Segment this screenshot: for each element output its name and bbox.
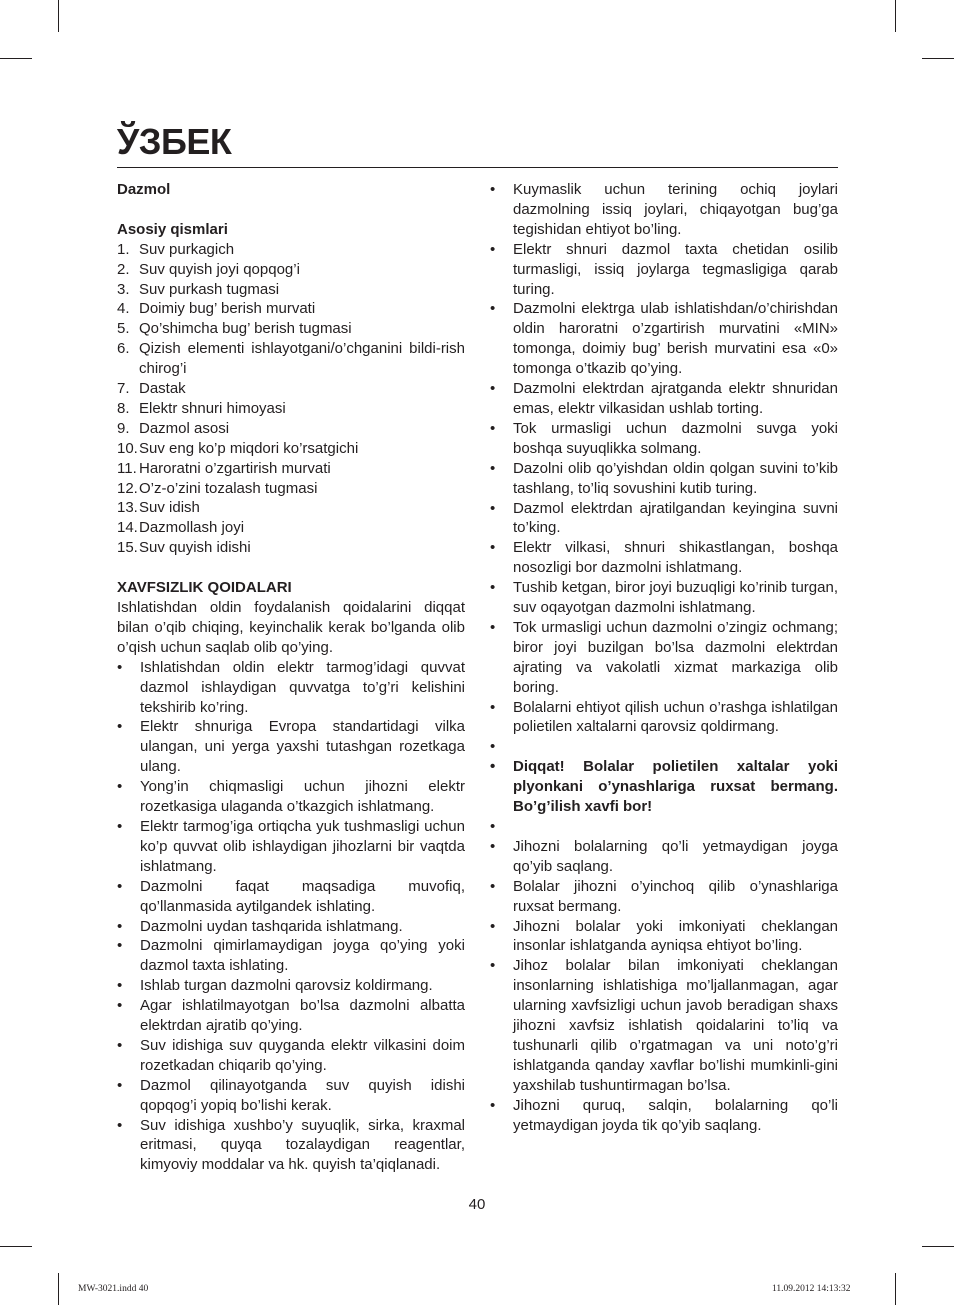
bullet: • [490,837,496,855]
bullet: • [490,957,496,975]
list-item [117,459,465,479]
item-text: Agar ishlatilmayotgan bo’lsa dazmolni albatta elektrdan ajratib qo’ying. [140,997,465,1035]
item-text [513,737,838,757]
item-text: Suv idishiga xushbo’y suyuqlik, sirka, kraxmal eritmasi, quyqa tozalaydigan reagentlar, kimyoviy moddalar va hk. quyish ta’qiqlanadi. [140,1116,465,1174]
footer-file-info: MW-3021.indd 40 [78,1284,149,1294]
item-number: 13. [117,499,138,517]
spacer [117,200,465,220]
item-text: Elektr shnuriga Evropa standartidagi vilka ulangan, uni yerga yaxshi tutashgan rozetkaga ulang. [140,718,465,776]
list-item [117,777,465,817]
item-text: Dazmolni elektrdan ajratganda elektr shnuridan emas, elektr vilkasidan ushlab torting. [513,380,838,417]
bullet: • [117,937,123,955]
bullet: • [117,718,123,736]
list-item [117,658,465,718]
list-item [490,737,838,757]
bullet: • [117,977,123,995]
list-item [117,419,465,439]
item-text: Dazmolni qimirlamaydigan joyga qo’ying yoki dazmol taxta ishlating. [140,937,465,975]
item-number: 4. [117,300,130,318]
list-item [490,459,838,499]
item-text: Dazmolni faqat maqsadiga muvofiq, qo’llanmasida aytilgandek ishlating. [140,877,465,915]
item-text: Dazmol qilinayotganda suv quyish idishi qopqog’i yopiq bo’lishi kerak. [140,1076,465,1114]
bullet: • [490,419,496,437]
item-number: 6. [117,340,130,358]
item-text: Suv purkash tugmasi [139,280,280,298]
item-text: Elektr tarmog’iga ortiqcha yuk tushmasligi uchun ko’p quvvat olib ishlaydigan jihozlarni bir vaqtda ishlatmang. [140,817,465,875]
item-text: Dazmolni elektrga ulab ishlatishdan/o’chirishdan oldin haroratni o’zgartirish murvatini «MIN» tomonga, doimiy bug’ berish murvatini esa «0» tomonga o’tkazib qo’ying. [513,300,838,378]
bullet: • [490,758,496,776]
safety-list-continued [490,180,838,1136]
item-text: Bolalar jihozni o’yinchoq qilib o’ynashlariga ruxsat bermang. [513,877,838,915]
list-item [117,339,465,379]
bullet: • [490,579,496,597]
list-item [117,299,465,319]
list-item [117,1116,465,1176]
bullet: • [490,181,496,198]
item-text: Dazmol elektrdan ajratilgandan keyingina suvni to’king. [513,499,838,537]
item-text: O’z-o’zini tozalash tugmasi [139,479,318,497]
list-item [117,518,465,538]
list-item [117,996,465,1036]
item-number: 8. [117,399,130,417]
list-item [490,538,838,578]
bullet: • [490,300,496,318]
list-item [490,817,838,837]
bullet: • [490,698,496,716]
item-text: Suv quyish joyi qopqog’i [139,260,300,278]
item-text: Suv purkagich [139,240,235,258]
item-text: Suv quyish idishi [139,539,251,557]
item-text: Qo’shimcha bug’ berish tugmasi [139,320,352,338]
item-text: Dazmollash joyi [139,519,245,537]
bullet: • [117,1036,123,1054]
item-number: 10. [117,439,138,457]
crop-mark [0,58,32,59]
bullet: • [490,1096,496,1114]
item-text: Suv idishiga suv quyganda elektr vilkasini doim rozetkadan chiqarib qo’ying. [140,1036,465,1074]
item-text: Dazmol asosi [139,419,230,437]
item-text: Tushib ketgan, biror joyi buzuqligi ko’rinib turgan, suv oqayotgan dazmolni ishlatmang. [513,579,838,617]
item-number: 14. [117,519,138,537]
page-number: 40 [468,1196,486,1213]
crop-mark [922,58,954,59]
bullet: • [117,817,123,835]
item-number: 5. [117,320,130,338]
item-text: Doimiy bug’ berish murvati [139,300,316,318]
crop-mark [895,1273,896,1305]
list-item [117,379,465,399]
product-title: Dazmol [117,181,171,198]
list-item [490,956,838,1095]
list-item [117,717,465,777]
list-item [117,399,465,419]
bullet: • [490,818,496,835]
item-text: Kuymaslik uchun terining ochiq joylari dazmolning issiq joylari, chiqayotgan bug’ga tegishidan ehtiyot bo’ling. [513,181,838,238]
page-title: ЎЗБЕК [117,121,232,162]
bullet: • [490,380,496,398]
item-text: Jihozni bolalar yoki imkoniyati cheklangan insonlar ishlatganda ayniqsa ehtiyot bo’ling. [513,917,838,955]
list-item [490,419,838,459]
item-number: 11. [117,459,137,477]
bullet: • [117,997,123,1015]
crop-mark [58,0,59,32]
safety-intro: Ishlatishdan oldin foydalanish qoidalarini diqqat bilan o’qib chiqing, keyinchalik kerak bo’lganda olib o’qish uchun saqlab olib qo’ying. [117,599,465,656]
right-column [490,180,838,1136]
item-number: 1. [117,240,130,258]
item-text: Haroratni o’zgartirish murvati [139,459,331,477]
item-text: Bolalarni ehtiyot qilish uchun o’rashga ishlatilgan polietilen xaltalarni qarovsiz qoldirmang. [513,698,838,736]
list-item [490,698,838,738]
list-item [490,499,838,539]
item-number: 15. [117,539,138,557]
item-text: Yong’in chiqmasligi uchun jihozni elektr rozetkasiga ulaganda o’tkazgich ishlatmang. [140,778,465,816]
item-number: 9. [117,419,130,437]
bullet: • [490,917,496,935]
item-number: 2. [117,260,130,278]
item-number: 7. [117,380,130,398]
list-item [117,1036,465,1076]
safety-list [117,658,465,1176]
footer-timestamp: 11.09.2012 14:13:32 [772,1284,851,1294]
item-number: 12. [117,479,138,497]
list-item [117,976,465,996]
list-item [117,538,465,558]
item-text: Tok urmasligi uchun dazmolni suvga yoki boshqa suyuqlikka solmang. [513,419,838,457]
bullet: • [117,917,123,935]
bullet: • [117,778,123,796]
bullet: • [490,738,496,756]
item-text: Elektr shnuri himoyasi [139,399,286,417]
list-item [490,917,838,957]
crop-mark [0,1246,32,1247]
safety-heading: XAVFSIZLIK QOIDALARI [117,579,292,597]
list-item [490,1096,838,1136]
item-text: Suv idish [139,499,200,517]
bullet: • [490,877,496,895]
list-item [490,299,838,379]
bullet: • [490,618,496,636]
list-item [117,498,465,518]
bullet: • [117,658,123,676]
parts-heading: Asosiy qismlari [117,220,228,238]
list-item [117,319,465,339]
item-text: Ishlab turgan dazmolni qarovsiz koldirmang. [140,977,433,995]
list-item [117,936,465,976]
item-text: Jihozni quruq, salqin, bolalarning qo’li yetmaydigan joyda tik qo’yib saqlang. [513,1096,838,1134]
list-item [117,280,465,300]
item-text: Diqqat! Bolalar polietilen xaltalar yoki plyonkani o’ynashlariga ruxsat bermang. Bo’g’ilish xavfi bor! [513,758,838,816]
list-item [490,240,838,300]
parts-list [117,240,465,559]
item-text: Elektr shnuri dazmol taxta chetidan osilib turmasligi, issiq joylarga tegmasligiga qarab turing. [513,240,838,298]
item-text: Dastak [139,380,186,398]
bullet: • [117,1116,123,1134]
list-item [490,757,838,817]
bullet: • [490,539,496,557]
list-item [117,817,465,877]
item-text: Jihoz bolalar bilan imkoniyati cheklangan insonlarning ishlatishiga mo’ljallanmagan, agar ularning xavfsizligi uchun javob beradigan shaxs jihozni xavfsiz ishlatish qoidalarini to’liq va tushunarli qilib o’rgatmagan va uni noto’g’ri ishlatganda qanday xavflar bo’lishi mumkinli-gini yaxshilab tushuntirmagan bo’lsa. [513,957,838,1094]
list-item [490,379,838,419]
item-text: Suv eng ko’p miqdori ko’rsatgichi [139,439,359,457]
crop-mark [895,0,896,32]
item-text: Ishlatishdan oldin elektr tarmog’idagi quvvat dazmol ishlaydigan quvvatga to’g’ri kelishini tekshirib ko’ring. [140,658,465,716]
list-item [490,180,838,240]
list-item [117,1076,465,1116]
list-item [117,439,465,459]
bullet: • [117,877,123,895]
list-item [117,260,465,280]
list-item [117,877,465,917]
list-item [490,877,838,917]
list-item [117,240,465,260]
item-text: Jihozni bolalarning qo’li yetmaydigan joyga qo’yib saqlang. [513,837,838,875]
item-text: Tok urmasligi uchun dazmolni o’zingiz ochmang; biror joyi buzilgan bo’lsa dazmolni elektrdan ajrating va vakolatli xizmat markaziga olib boring. [513,618,838,696]
item-text: Dazmolni uydan tashqarida ishlatmang. [140,917,403,935]
crop-mark [922,1246,954,1247]
list-item [490,618,838,698]
item-text [513,817,838,837]
bullet: • [490,499,496,517]
item-text: Elektr vilkasi, shnuri shikastlangan, boshqa nosozligi bor dazmolni ishlatmang. [513,539,838,577]
list-item [117,917,465,937]
title-divider [117,167,838,168]
bullet: • [117,1076,123,1094]
left-column [117,180,465,1175]
crop-mark [58,1273,59,1305]
bullet: • [490,459,496,477]
item-number: 3. [117,280,130,298]
list-item [490,578,838,618]
list-item [490,837,838,877]
bullet: • [490,240,496,258]
item-text: Qizish elementi ishlayotgani/o’chganini bildi-rish chirog’i [139,340,465,378]
list-item [117,479,465,499]
item-text: Dazolni olib qo’yishdan oldin qolgan suvini to’kib tashlang, to’liq sovushini kutib turing. [513,459,838,497]
spacer [117,558,465,578]
